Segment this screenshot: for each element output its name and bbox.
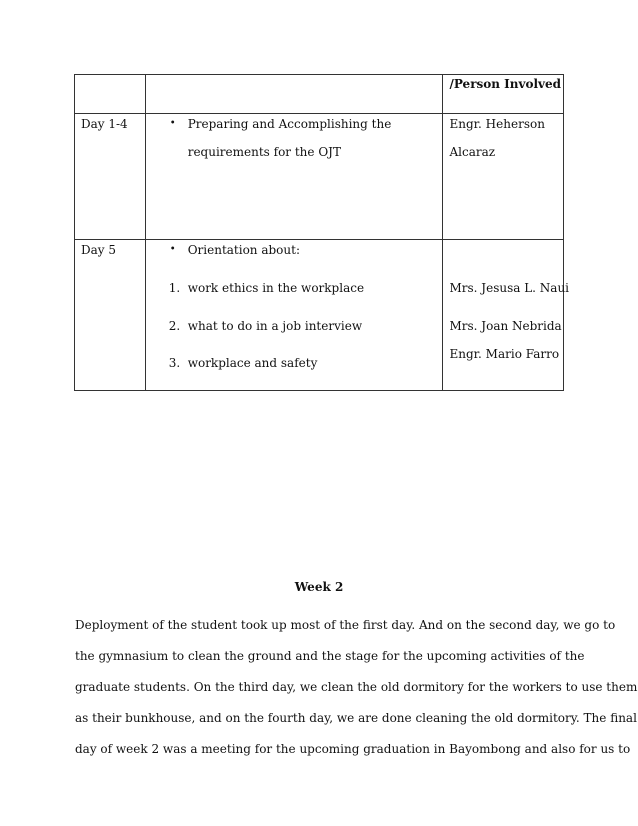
activity-title: Orientation about: — [187, 243, 301, 257]
person-line: Engr. Heherson — [449, 117, 545, 131]
activity-cell — [145, 114, 443, 240]
list-number: 3. — [168, 356, 181, 370]
paragraph-line: the gymnasium to clean the ground and the stage for the upcoming activities of the — [75, 649, 585, 663]
activity-line: Preparing and Accomplishing the — [187, 117, 392, 131]
person-cell — [443, 114, 564, 240]
header-cell-person — [443, 75, 564, 114]
day-label: Day 5 — [81, 243, 117, 257]
day-cell — [75, 114, 146, 240]
header-cell-day — [75, 75, 146, 114]
activity-cell — [145, 240, 443, 391]
list-number: 1. — [168, 281, 181, 295]
schedule-table — [74, 74, 570, 391]
table-row — [75, 240, 564, 391]
header-person-involved: /Person Involved — [449, 77, 562, 91]
paragraph-line: Deployment of the student took up most of the first day. And on the second day, we go to — [75, 618, 616, 632]
table-row — [75, 114, 564, 240]
list-item: work ethics in the workplace — [187, 281, 365, 295]
table-header-row — [75, 75, 564, 114]
day-cell — [75, 240, 146, 391]
list-number: 2. — [168, 319, 181, 333]
list-item: workplace and safety — [187, 356, 318, 370]
list-item: what to do in a job interview — [187, 319, 363, 333]
person-line: Mrs. Jesusa L. Naui — [449, 281, 570, 295]
bullet-icon: • — [169, 118, 176, 129]
day-label: Day 1-4 — [81, 117, 128, 131]
paragraph-line: day of week 2 was a meeting for the upcoming graduation in Bayombong and also for us to — [75, 742, 631, 756]
paragraph-line: as their bunkhouse, and on the fourth day, we are done cleaning the old dormitory. The final — [75, 711, 637, 725]
bullet-icon: • — [169, 244, 176, 255]
section-heading: Week 2 — [294, 580, 344, 594]
paragraph-line: graduate students. On the third day, we clean the old dormitory for the workers to use them — [75, 680, 638, 694]
person-cell — [443, 240, 570, 391]
activity-line: requirements for the OJT — [187, 145, 341, 159]
header-cell-activity — [145, 75, 443, 114]
person-line: Engr. Mario Farro — [449, 347, 560, 361]
person-line: Alcaraz — [449, 145, 496, 159]
person-line: Mrs. Joan Nebrida — [449, 319, 562, 333]
